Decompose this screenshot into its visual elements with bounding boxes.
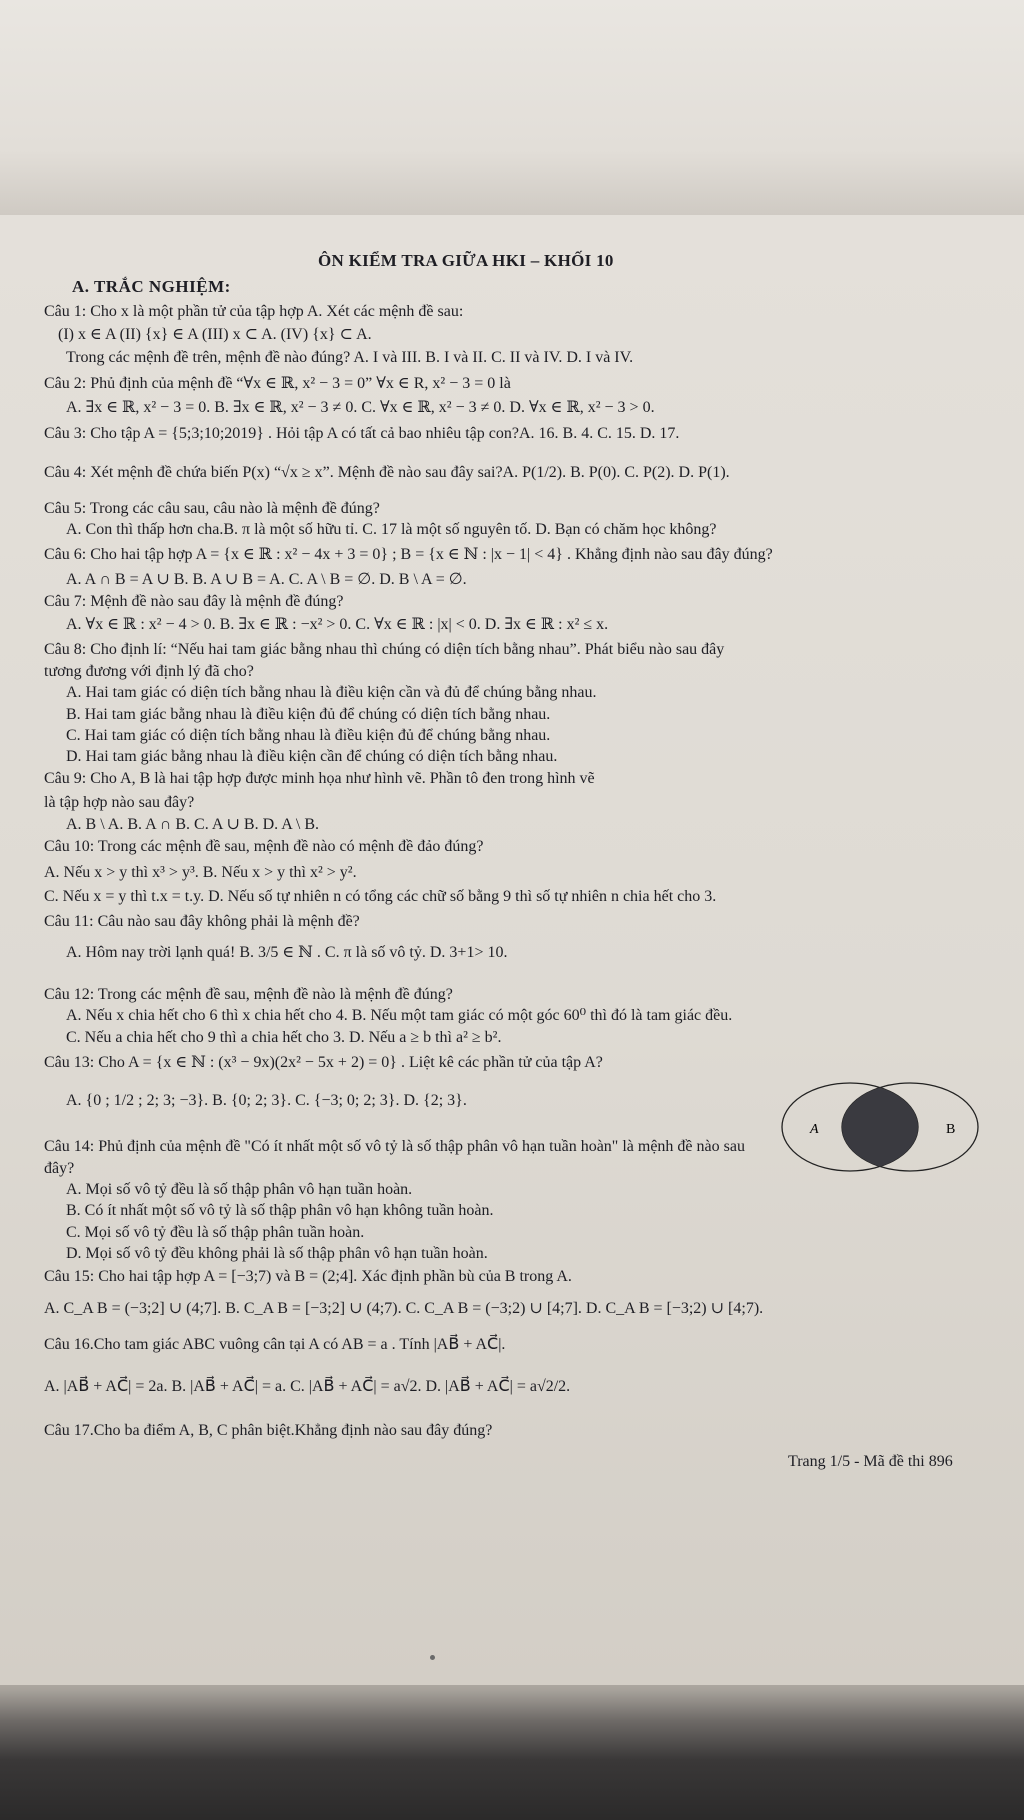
question-2-options: A. ∃x ∈ ℝ, x² − 3 = 0. B. ∃x ∈ ℝ, x² − 3 ≠ 0. C. ∀x ∈ ℝ, x² − 3 ≠ 0. D. ∀x ∈ ℝ, x² − 3 > 0.: [66, 399, 655, 416]
question-8-option-d: D. Hai tam giác bằng nhau là điều kiện cần để chúng có diện tích bằng nhau.: [66, 748, 558, 765]
question-12: Câu 12: Trong các mệnh đề sau, mệnh đề nào là mệnh đề đúng?: [44, 986, 453, 1003]
question-13: Câu 13: Cho A = {x ∈ ℕ : (x³ − 9x)(2x² − 5x + 2) = 0} . Liệt kê các phần tử của tập A?: [44, 1054, 603, 1071]
question-8-cont: tương đương với định lý đã cho?: [44, 663, 254, 680]
page-footer: Trang 1/5 - Mã đề thi 896: [788, 1453, 953, 1470]
venn-diagram: [780, 1075, 980, 1175]
question-11-options: A. Hôm nay trời lạnh quá! B. 3/5 ∈ ℕ . C. π là số vô tỷ. D. 3+1> 10.: [66, 944, 508, 961]
question-16: Câu 16.Cho tam giác ABC vuông cân tại A có AB = a . Tính |AB⃗ + AC⃗|.: [44, 1336, 506, 1353]
question-12-options-ab: A. Nếu x chia hết cho 6 thì x chia hết cho 4. B. Nếu một tam giác có một góc 60⁰ thì đó là tam giác đều.: [66, 1007, 733, 1024]
question-4: Câu 4: Xét mệnh đề chứa biến P(x) “√x ≥ x”. Mệnh đề nào sau đây sai?A. P(1/2). B. P(0). C. P(2). D. P(1).: [44, 464, 730, 481]
question-15-options: A. C_A B = (−3;2] ∪ (4;7]. B. C_A B = [−3;2] ∪ (4;7). C. C_A B = (−3;2) ∪ [4;7]. D. C_A B = [−3;2) ∪ [4;7).: [44, 1300, 764, 1317]
label-b: B: [946, 1122, 956, 1137]
dust-speck: [430, 1655, 435, 1660]
page-title: ÔN KIỂM TRA GIỮA HKI – KHỐI 10: [318, 251, 614, 270]
question-8-option-c: C. Hai tam giác có diện tích bằng nhau là điều kiện đủ để chúng bằng nhau.: [66, 727, 551, 744]
question-7: Câu 7: Mệnh đề nào sau đây là mệnh đề đúng?: [44, 593, 344, 610]
question-5-options: A. Con thì thấp hơn cha.B. π là một số hữu tỉ. C. 17 là một số nguyên tố. D. Bạn có chăm học không?: [66, 521, 717, 538]
label-a: A: [810, 1122, 819, 1137]
question-8: Câu 8: Cho định lí: “Nếu hai tam giác bằng nhau thì chúng có diện tích bằng nhau”. Phát biểu nào sau đây: [44, 641, 725, 658]
question-13-options: A. {0 ; 1/2 ; 2; 3; −3}. B. {0; 2; 3}. C. {−3; 0; 2; 3}. D. {2; 3}.: [66, 1092, 467, 1109]
question-14-option-d: D. Mọi số vô tỷ đều không phải là số thập phân vô hạn tuần hoàn.: [66, 1245, 488, 1262]
question-17: Câu 17.Cho ba điểm A, B, C phân biệt.Khẳng định nào sau đây đúng?: [44, 1422, 493, 1439]
question-1-statements: (I) x ∈ A (II) {x} ∈ A (III) x ⊂ A. (IV) {x} ⊂ A.: [58, 326, 372, 343]
exam-page: [0, 215, 1024, 1685]
question-3: Câu 3: Cho tập A = {5;3;10;2019} . Hỏi tập A có tất cả bao nhiêu tập con?A. 16. B. 4. C. 15. D. 17.: [44, 425, 680, 442]
question-11: Câu 11: Câu nào sau đây không phải là mệnh đề?: [44, 913, 360, 930]
question-10: Câu 10: Trong các mệnh đề sau, mệnh đề nào có mệnh đề đảo đúng?: [44, 838, 484, 855]
question-14-option-a: A. Mọi số vô tỷ đều là số thập phân vô hạn tuần hoàn.: [66, 1181, 413, 1198]
question-10-options-cd: C. Nếu x = y thì t.x = t.y. D. Nếu số tự nhiên n có tổng các chữ số bằng 9 thì số tự nhiên n chia hết cho 3.: [44, 888, 717, 905]
question-2: Câu 2: Phủ định của mệnh đề “∀x ∈ ℝ, x² − 3 = 0” ∀x ∈ R, x² − 3 = 0 là: [44, 375, 511, 392]
question-6-options: A. A ∩ B = A ∪ B. B. A ∪ B = A. C. A \ B = ∅. D. B \ A = ∅.: [66, 571, 467, 588]
question-14-option-c: C. Mọi số vô tỷ đều là số thập phân tuần hoàn.: [66, 1224, 365, 1241]
section-heading: A. TRẮC NGHIỆM:: [72, 277, 231, 296]
question-8-option-a: A. Hai tam giác có diện tích bằng nhau là điều kiện cần và đủ để chúng bằng nhau.: [66, 684, 597, 701]
question-14-cont: đây?: [44, 1160, 75, 1177]
question-9-options: A. B \ A. B. A ∩ B. C. A ∪ B. D. A \ B.: [66, 816, 320, 833]
question-9: Câu 9: Cho A, B là hai tập hợp được minh họa như hình vẽ. Phần tô đen trong hình vẽ: [44, 770, 595, 787]
question-1-options: Trong các mệnh đề trên, mệnh đề nào đúng? A. I và III. B. I và II. C. II và IV. D. I và IV.: [66, 349, 634, 366]
question-16-options: A. |AB⃗ + AC⃗| = 2a. B. |AB⃗ + AC⃗| = a. C. |AB⃗ + AC⃗| = a√2. D. |AB⃗ + AC⃗| = a√2/2.: [44, 1378, 571, 1395]
question-10-options-ab: A. Nếu x > y thì x³ > y³. B. Nếu x > y thì x² > y².: [44, 864, 357, 881]
question-7-options: A. ∀x ∈ ℝ : x² − 4 > 0. B. ∃x ∈ ℝ : −x² > 0. C. ∀x ∈ ℝ : |x| < 0. D. ∃x ∈ ℝ : x² ≤ x.: [66, 616, 609, 633]
question-14-option-b: B. Có ít nhất một số vô tỷ là số thập phân vô hạn không tuần hoàn.: [66, 1202, 494, 1219]
question-9-cont: là tập hợp nào sau đây?: [44, 794, 195, 811]
question-15: Câu 15: Cho hai tập hợp A = [−3;7) và B = (2;4]. Xác định phần bù của B trong A.: [44, 1268, 572, 1285]
question-1: Câu 1: Cho x là một phần tử của tập hợp A. Xét các mệnh đề sau:: [44, 303, 464, 320]
question-8-option-b: B. Hai tam giác bằng nhau là điều kiện đủ để chúng có diện tích bằng nhau.: [66, 706, 551, 723]
question-14: Câu 14: Phủ định của mệnh đề "Có ít nhất một số vô tỷ là số thập phân vô hạn tuần hoàn" là mệnh đề nào sau: [44, 1138, 745, 1155]
question-12-options-cd: C. Nếu a chia hết cho 9 thì a chia hết cho 3. D. Nếu a ≥ b thì a² ≥ b².: [66, 1029, 502, 1046]
question-5: Câu 5: Trong các câu sau, câu nào là mệnh đề đúng?: [44, 500, 380, 517]
question-6: Câu 6: Cho hai tập hợp A = {x ∈ ℝ : x² − 4x + 3 = 0} ; B = {x ∈ ℕ : |x − 1| < 4} . Khẳng định nào sau đây đúng?: [44, 546, 773, 563]
